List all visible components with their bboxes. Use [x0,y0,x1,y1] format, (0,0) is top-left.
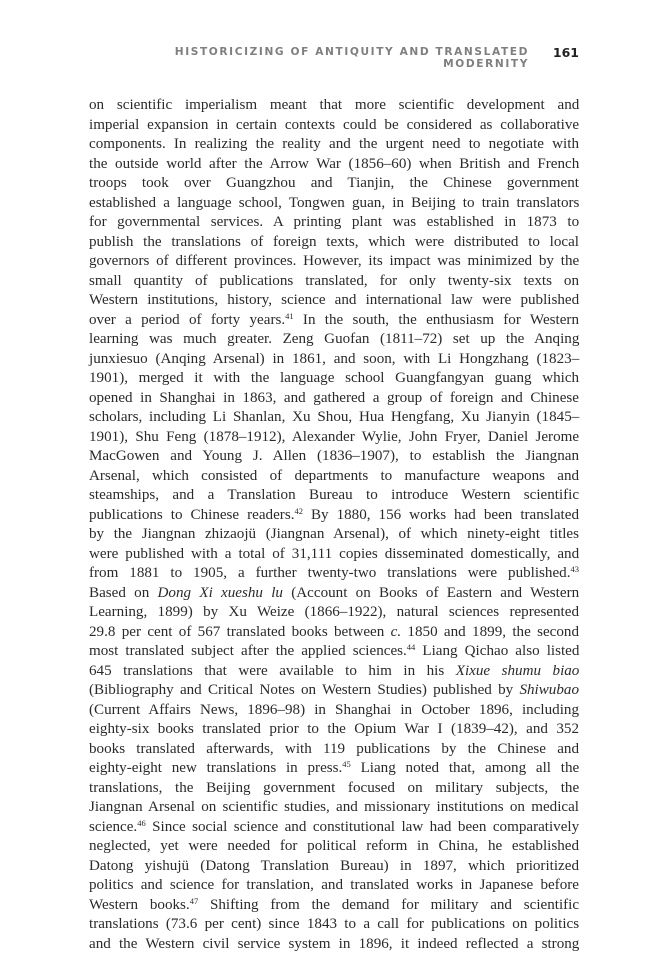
text-line [89,272,579,292]
text-run: publish the translations of foreign texts, which were distributed to local [89,233,579,250]
text-run: translations, the Beijing government focused on military subjects, the [89,779,580,796]
italic-title: Dong Xi xueshu lu [157,584,283,601]
text-line [89,467,579,487]
footnote-marker: 44 [406,642,416,652]
footnote-marker: 43 [570,564,579,574]
text-line [89,564,579,584]
text-run: 1901), Shu Feng (1878–1912), Alexander Wylie, John Fryer, Daniel Jerome [89,428,580,445]
text-run: science. [89,818,138,835]
text-run: Datong yishujü (Datong Translation Bureau) in 1897, which prioritized [89,857,579,874]
text-run: 1850 and 1899, the second [401,623,579,640]
text-line [89,759,579,779]
text-run: (Account on Books of Eastern and Western [282,584,580,601]
body-paragraph [89,96,579,954]
text-line [89,915,579,935]
text-run: steamships, and a Translation Bureau to introduce Western scientific [89,487,580,503]
text-run: opened in Shanghai in 1863, and gathered a group of foreign and Chinese [89,389,579,406]
text-run: (Current Affairs News, 1896–98) in Shanghai in October 1896, including [89,701,579,718]
italic-title: Xixue shumu biao [455,662,580,679]
text-run: governors of different provinces. However, its impact was minimized by the [89,253,580,269]
text-run: eighty-eight new translations in press. [89,760,343,776]
text-run: eighty-six books translated prior to the Opium War I (1839–42), and 352 [89,721,579,737]
text-run: Liang Qichao also listed [415,643,580,659]
text-run: on scientific imperialism meant that more scientific development and [89,97,580,113]
text-run: 29.8 per cent of 567 translated books between [89,623,391,640]
text-run: By 1880, 156 works had been translated [302,506,579,523]
text-run: (Bibliography and Critical Notes on Western Studies) published by [89,682,520,698]
text-run: and the Western civil service system in 1896, it indeed reflected a strong [89,935,580,952]
text-run: scholars, including Li Shanlan, Xu Shou, Hua Hengfang, Xu Jianyin (1845– [89,409,580,425]
text-line [89,369,579,389]
text-line [89,506,579,526]
text-line [89,389,579,409]
text-run: Shifting from the demand for military and scientific [198,896,580,913]
text-run: Since social science and constitutional law had been comparatively [145,818,580,835]
text-run: most translated subject after the applied sciences. [89,643,407,659]
text-run: for governmental services. A printing plant was established in 1873 to [89,214,580,230]
text-run: troops took over Guangzhou and Tianjin, the Chinese government [89,175,579,191]
text-run: Western institutions, history, science and international law were published [89,292,580,308]
text-line [89,486,579,506]
text-line [89,662,579,682]
text-run: In the south, the enthusiasm for Western [293,311,579,328]
text-run: 645 translations that were available to him in his [89,662,456,679]
text-run: small quantity of publications translated, for only twenty-six texts on [89,272,579,289]
text-run: 1901), merged it with the language school Guangfangyan guang which [89,370,580,386]
text-run: components. In realizing the reality and the urgent need to negotiate with [89,136,579,152]
text-line [89,96,579,116]
text-line [89,603,579,623]
text-line [89,896,579,916]
text-run: neglected, yet were needed for political reform in China, he established [89,838,579,854]
text-line [89,584,579,604]
text-run: over a period of forty years. [89,311,286,328]
text-line [89,428,579,448]
text-line [89,935,579,955]
text-line [89,330,579,350]
page-number: 161 [552,45,579,60]
text-line [89,233,579,253]
text-line [89,642,579,662]
running-title: HISTORICIZING OF ANTIQUITY AND TRANSLATED MODERNITY [174,46,529,70]
text-run: junxiesuo (Anqing Arsenal) in 1861, and soon, with Li Hongzhang (1823– [89,350,580,367]
footnote-marker: 47 [189,895,199,906]
text-run: established a language school, Tongwen guan, in Beijing to train translators [89,194,580,211]
text-line [89,350,579,370]
text-line [89,818,579,838]
text-run: by the Jiangnan zhizaojü (Jiangnan Arsenal), of which ninety-eight titles [89,526,579,542]
text-line [89,155,579,175]
text-line [89,291,579,311]
text-line [89,116,579,136]
footnote-marker: 41 [285,310,294,321]
text-line [89,174,579,194]
text-line [89,837,579,857]
text-line [89,740,579,760]
text-run: learning was much greater. Zeng Guofan (1811–72) set up the Anqing [89,331,580,347]
text-line [89,545,579,565]
text-line [89,857,579,877]
footnote-marker: 42 [294,505,303,516]
text-line [89,779,579,799]
text-line [89,681,579,701]
text-line [89,135,579,155]
text-line [89,876,579,896]
text-run: MacGowen and Young J. Allen (1836–1907), to establish the Jiangnan [89,448,579,464]
running-head [89,45,579,70]
text-line [89,447,579,467]
text-line [89,720,579,740]
text-line [89,701,579,721]
text-run: Western books. [89,896,190,913]
text-line [89,525,579,545]
footnote-marker: 46 [137,817,146,828]
text-line [89,623,579,643]
text-run: from 1881 to 1905, a further twenty-two translations were published. [89,565,571,581]
text-line [89,798,579,818]
text-run: were published with a total of 31,111 copies disseminated domestically, and [89,545,580,562]
text-run: the outside world after the Arrow War (1856–60) when British and French [89,155,580,172]
text-line [89,408,579,428]
text-line [89,311,579,331]
text-run: Learning, 1899) by Xu Weize (1866–1922), natural sciences represented [89,604,579,620]
text-run: politics and science for translation, and translated works in Japanese before [89,877,579,893]
text-run: imperial expansion in certain contexts could be considered as collaborative [89,116,580,133]
italic-title: c. [390,623,402,640]
text-run: translations (73.6 per cent) since 1843 to a call for publications on politics [89,916,580,932]
text-run: Based on [89,584,158,601]
text-run: publications to Chinese readers. [89,506,295,523]
footnote-marker: 45 [342,759,351,769]
text-run: Jiangnan Arsenal on scientific studies, and missionary institutions on medical [89,799,579,815]
text-run: Liang noted that, among all the [350,760,580,776]
text-line [89,213,579,233]
text-run: books translated afterwards, with 119 publications by the Chinese and [89,740,579,757]
italic-title: Shiwubao [519,682,579,698]
text-line [89,252,579,272]
text-run: Arsenal, which consisted of departments to manufacture weapons and [89,467,580,484]
text-line [89,194,579,214]
